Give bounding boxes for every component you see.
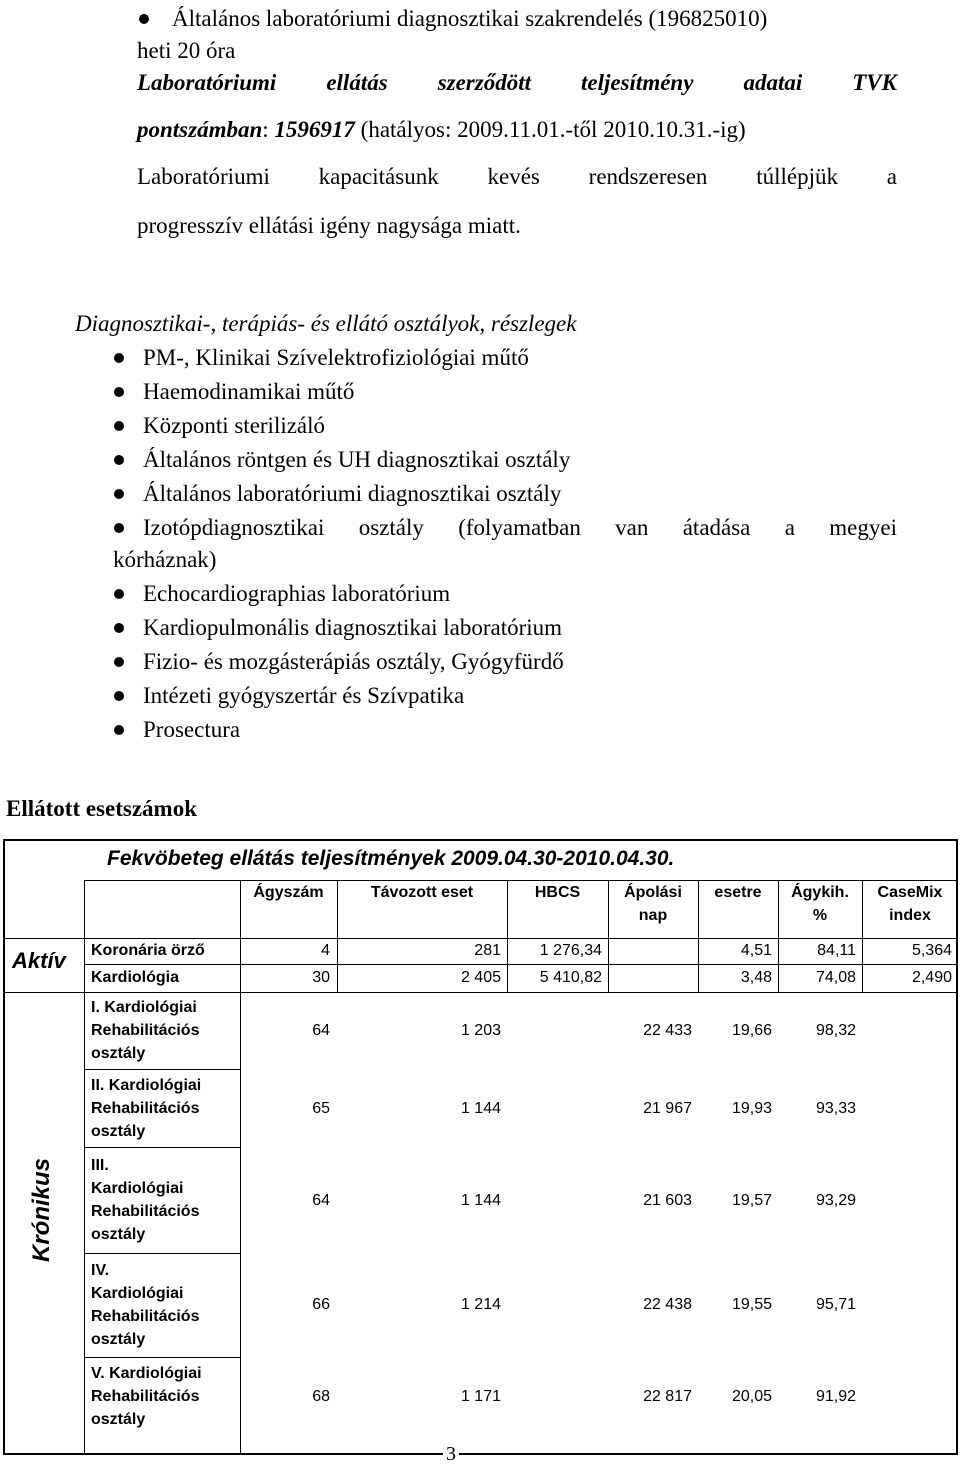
cell-beds: 65 <box>312 1100 330 1117</box>
cell-discharged: 1 171 <box>460 1388 501 1405</box>
row-name-rehab-2 <box>91 1074 201 1143</box>
dept-bullet <box>114 455 124 465</box>
cell-per-case: 19,55 <box>731 1296 772 1313</box>
table-line <box>84 880 85 1455</box>
cell-care-days: 21 603 <box>643 1192 692 1209</box>
cell-utilization: 93,33 <box>815 1100 856 1117</box>
row-name-rehab-4 <box>91 1259 199 1351</box>
dept-item: Általános röntgen és UH diagnosztikai osztály <box>143 447 571 472</box>
dept-item: PM-, Klinikai Szívelektrofiziológiai műtő <box>143 345 529 370</box>
row-name-kardiologia: Kardiológia <box>91 969 180 986</box>
contract-word: teljesítmény <box>581 70 694 95</box>
capacity-word: kevés <box>487 164 540 189</box>
cell-beds: 4 <box>321 942 330 959</box>
dept-item: Prosectura <box>143 717 241 742</box>
cell-beds: 30 <box>312 969 330 986</box>
col-header-line: index <box>889 907 931 924</box>
table-line <box>84 1147 240 1148</box>
contract-line <box>137 70 897 96</box>
row-name-line: osztály <box>91 1045 146 1062</box>
row-name-rehab-1 <box>91 996 199 1065</box>
dept-item: Fizio- és mozgásterápiás osztály, Gyógyfürdő <box>143 649 564 674</box>
points-label: pontszámban <box>137 117 263 142</box>
table-line <box>4 992 958 993</box>
page-number: 3 <box>443 1443 459 1465</box>
dept-bullet <box>114 523 124 533</box>
dept-item: Kardiopulmonális diagnosztikai laboratórium <box>143 615 563 640</box>
contract-word: adatai <box>743 70 803 95</box>
cell-utilization: 91,92 <box>815 1388 856 1405</box>
dept-bullet <box>114 691 124 701</box>
cell-per-case: 19,66 <box>731 1022 772 1039</box>
capacity-line1 <box>137 164 897 190</box>
col-header-utilization <box>778 881 862 927</box>
col-header-casemix <box>862 881 958 927</box>
cell-utilization: 93,29 <box>815 1192 856 1209</box>
capacity-line2: progresszív ellátási igény nagysága miatt. <box>137 213 521 238</box>
dept-item: Haemodinamikai műtő <box>143 379 355 404</box>
cell-beds: 68 <box>312 1388 330 1405</box>
dept-item-izotop-continuation: kórháznak) <box>113 547 217 572</box>
row-name-line: Rehabilitációs <box>91 1308 200 1325</box>
row-name-rehab-5 <box>91 1362 202 1431</box>
col-header-hbcs: HBCS <box>534 884 581 901</box>
cell-beds: 64 <box>312 1022 330 1039</box>
row-name-rehab-3 <box>91 1154 199 1246</box>
row-name-line: I. Kardiológiai <box>91 999 197 1016</box>
contract-word: Laboratóriumi <box>137 70 277 95</box>
row-name-line: Rehabilitációs <box>91 1100 200 1117</box>
capacity-word: a <box>886 164 897 189</box>
cell-casemix: 2,490 <box>911 969 952 986</box>
col-header-line: % <box>812 907 828 924</box>
cell-discharged: 1 144 <box>460 1100 501 1117</box>
cell-hbcs: 1 276,34 <box>539 942 602 959</box>
row-name-line: III. <box>91 1157 109 1174</box>
dept-bullet <box>114 623 124 633</box>
dept-item: Echocardiographias laboratórium <box>143 581 451 606</box>
col-header-line: CaseMix <box>877 884 943 901</box>
table-line <box>84 1069 240 1070</box>
row-name-line: II. Kardiológiai <box>91 1077 202 1094</box>
col-header-line: Ágykih. <box>791 884 849 901</box>
group-label-chronic: Krónikus <box>28 1158 55 1263</box>
cell-discharged: 2 405 <box>460 969 501 986</box>
cell-beds: 66 <box>312 1296 330 1313</box>
cell-discharged: 1 144 <box>460 1192 501 1209</box>
table-line <box>84 1253 240 1254</box>
row-name-line: V. Kardiológiai <box>91 1365 202 1382</box>
dept-bullet <box>114 489 124 499</box>
departments-heading: Diagnosztikai-, terápiás- és ellátó osztályok, részlegek <box>75 311 577 336</box>
col-header-line: Ápolási <box>624 884 682 901</box>
table-title: Fekvöbeteg ellátás teljesítmények 2009.04.30-2010.04.30. <box>107 847 675 870</box>
dept-bullet <box>114 387 124 397</box>
capacity-word: rendszeresen <box>588 164 708 189</box>
contract-word: TVK <box>852 70 897 95</box>
cell-discharged: 1 214 <box>460 1296 501 1313</box>
cases-heading: Ellátott esetszámok <box>6 796 197 821</box>
dept-item: Általános laboratóriumi diagnosztikai osztály <box>143 481 562 506</box>
intro-bullet <box>139 14 149 24</box>
row-name-line: Kardiológiai <box>91 1285 184 1302</box>
row-name-line: IV. <box>91 1262 110 1279</box>
intro-item-line1: Általános laboratóriumi diagnosztikai szakrendelés (196825010) <box>172 6 768 31</box>
col-header-care-days <box>608 881 698 927</box>
col-header-discharged: Távozott eset <box>370 884 474 901</box>
row-name-line: osztály <box>91 1331 146 1348</box>
row-name-line: Rehabilitációs <box>91 1203 200 1220</box>
dept-bullet <box>114 421 124 431</box>
dept-bullet <box>114 353 124 363</box>
dept-word: átadása <box>682 515 751 540</box>
cell-utilization: 84,11 <box>817 942 856 959</box>
cell-care-days: 21 967 <box>643 1100 692 1117</box>
capacity-word: Laboratóriumi <box>137 164 270 189</box>
cell-casemix: 5,364 <box>911 942 952 959</box>
table-line <box>84 964 958 965</box>
cell-beds: 64 <box>312 1192 330 1209</box>
dept-item: Központi sterilizáló <box>143 413 326 438</box>
dept-word: van <box>615 515 649 540</box>
intro-item-line2: heti 20 óra <box>137 38 236 63</box>
dept-word: Izotópdiagnosztikai <box>143 515 325 540</box>
dept-item-izotop <box>143 515 897 541</box>
group-label-active: Aktív <box>12 948 66 973</box>
row-name-koronaria: Koronária örző <box>91 942 205 959</box>
cell-care-days: 22 817 <box>643 1388 692 1405</box>
cell-per-case: 19,57 <box>731 1192 772 1209</box>
cell-utilization: 95,71 <box>815 1296 856 1313</box>
points-validity: (hatályos: 2009.11.01.-től 2010.10.31.-ig) <box>360 117 746 142</box>
row-name-line: Kardiológiai <box>91 1180 184 1197</box>
cell-per-case: 20,05 <box>731 1388 772 1405</box>
cell-care-days: 22 433 <box>643 1022 692 1039</box>
cell-per-case: 4,51 <box>740 942 772 959</box>
dept-bullet <box>114 725 124 735</box>
points-line: pontszámban: 1596917 (hatályos: 2009.11.01.-től 2010.10.31.-ig) <box>137 117 746 142</box>
row-name-line: Rehabilitációs <box>91 1022 200 1039</box>
col-header-beds: Ágyszám <box>253 884 324 901</box>
dept-word: megyei <box>829 515 897 540</box>
dept-word: (folyamatban <box>458 515 581 540</box>
table-line <box>84 1357 240 1358</box>
cell-utilization: 74,08 <box>815 969 856 986</box>
points-value: 1596917 <box>274 117 355 142</box>
row-name-line: osztály <box>91 1123 146 1140</box>
row-name-line: osztály <box>91 1411 146 1428</box>
capacity-word: kapacitásunk <box>318 164 439 189</box>
col-header-per-case: esetre <box>714 884 762 901</box>
dept-bullet <box>114 589 124 599</box>
dept-word: a <box>784 515 795 540</box>
contract-word: szerződött <box>437 70 531 95</box>
dept-item: Intézeti gyógyszertár és Szívpatika <box>143 683 465 708</box>
col-header-line: nap <box>638 907 668 924</box>
cell-hbcs: 5 410,82 <box>539 969 602 986</box>
dept-word: osztály <box>358 515 424 540</box>
cell-per-case: 3,48 <box>740 969 772 986</box>
contract-word: ellátás <box>326 70 388 95</box>
dept-bullet <box>114 657 124 667</box>
row-name-line: osztály <box>91 1226 146 1243</box>
row-name-line: Rehabilitációs <box>91 1388 200 1405</box>
cell-discharged: 1 203 <box>460 1022 501 1039</box>
capacity-word: túllépjük <box>756 164 838 189</box>
cell-per-case: 19,93 <box>731 1100 772 1117</box>
cell-care-days: 22 438 <box>643 1296 692 1313</box>
cell-discharged: 281 <box>474 942 501 959</box>
cell-utilization: 98,32 <box>815 1022 856 1039</box>
